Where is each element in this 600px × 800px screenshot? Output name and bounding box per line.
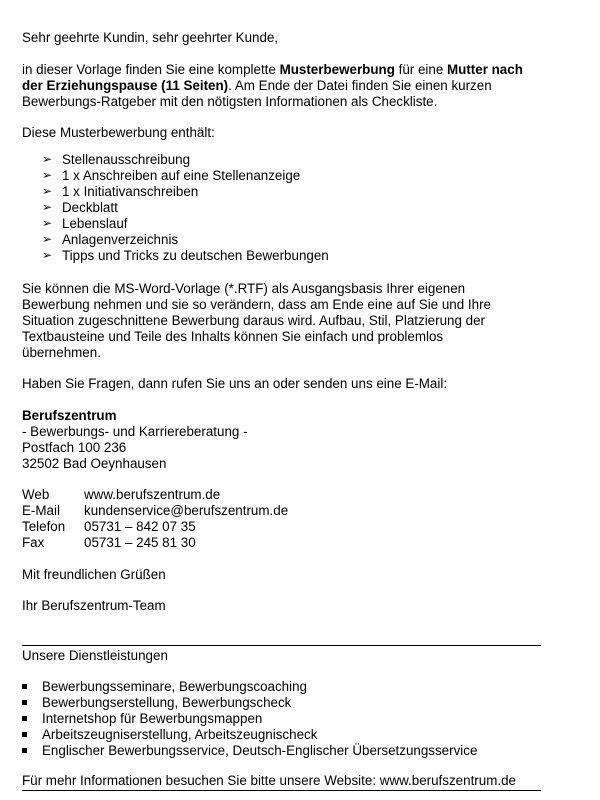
list-item [22,727,477,743]
arrowhead-bullet-icon: ➢ [42,152,53,166]
contact-web-link[interactable]: www.berufszentrum.de [84,487,221,502]
list-item [42,152,329,168]
divider [22,790,541,791]
postbox: Postfach 100 236 [22,440,127,455]
list-item-label: Bewerbungsseminare, Bewerbungscoaching [42,679,307,694]
arrowhead-bullet-icon: ➢ [42,248,53,262]
list-item-label: 1 x Anschreiben auf eine Stellenanzeige [62,168,301,183]
list-item [42,216,329,232]
usage-line: Bewerbung nehmen und sie so verändern, dass am Ende eine auf Sie und Ihre [22,297,491,312]
usage-line: Situation zugeschnittene Bewerbung daraus wird. Aufbau, Stil, Platzierung der [22,313,486,328]
arrowhead-bullet-icon: ➢ [42,232,53,246]
intro-bold-musterbewerbung: Musterbewerbung [279,62,395,77]
closing: Mit freundlichen Grüßen [22,567,166,582]
list-item-label: Bewerbungserstellung, Bewerbungscheck [42,695,292,710]
list-item [42,232,329,248]
city: 32502 Bad Oeynhausen [22,456,167,471]
intro-line-3: Bewerbungs-Ratgeber mit den nötigsten Informationen als Checkliste. [22,94,438,109]
square-bullet-icon [22,732,27,737]
questions-text: Haben Sie Fragen, dann rufen Sie uns an oder senden uns eine E-Mail: [22,376,448,391]
intro-text: in dieser Vorlage finden Sie eine komplette [22,62,280,77]
list-item [22,711,477,727]
contact-email-link[interactable]: kundenservice@berufszentrum.de [84,503,289,518]
list-item-label: 1 x Initiativanschreiben [62,184,199,199]
intro-text: . Am Ende der Datei finden Sie einen kurzen [228,78,492,93]
contact-label: E-Mail [22,503,60,518]
square-bullet-icon [22,700,27,705]
list-item-label: Anlagenverzeichnis [62,232,179,247]
divider [22,645,541,646]
intro-bold-erziehungspause: der Erziehungspause (11 Seiten) [22,78,229,93]
list-item-label: Deckblatt [62,200,118,215]
contents-heading: Diese Musterbewerbung enthält: [22,125,215,140]
services-list [22,679,477,759]
list-item-label: Tipps und Tricks zu deutschen Bewerbungen [62,248,329,263]
signature: Ihr Berufszentrum-Team [22,598,166,613]
list-item [42,200,329,216]
intro-line-1 [22,62,523,78]
list-item-label: Lebenslauf [62,216,128,231]
services-heading: Unsere Dienstleistungen [22,648,168,663]
usage-line: Textbausteine und Teile des Inhalts können Sie einfach und problemlos [22,329,444,344]
company-tagline: - Bewerbungs- und Karriereberatung - [22,424,248,439]
list-item [42,184,329,200]
contact-value: 05731 – 842 07 35 [84,519,196,534]
company-name-bold: Berufszentrum [22,408,117,423]
contents-list [42,152,329,264]
square-bullet-icon [22,748,27,753]
list-item-label: Stellenausschreibung [62,152,191,167]
contact-label: Telefon [22,519,66,534]
list-item-label: Englischer Bewerbungsservice, Deutsch-Englischer Übersetzungsservice [42,743,478,758]
usage-line: übernehmen. [22,345,101,360]
intro-text: für eine [394,62,447,77]
arrowhead-bullet-icon: ➢ [42,200,53,214]
company-name [22,408,117,424]
contact-label: Web [22,487,50,502]
contact-value: 05731 – 245 81 30 [84,535,196,550]
list-item [22,679,477,695]
list-item-label: Arbeitszeugniserstellung, Arbeitszeugnischeck [42,727,318,742]
square-bullet-icon [22,716,27,721]
list-item [22,743,477,759]
list-item [22,695,477,711]
arrowhead-bullet-icon: ➢ [42,168,53,182]
intro-bold-mutter: Mutter nach [447,62,523,77]
intro-line-2 [22,78,492,94]
salutation: Sehr geehrte Kundin, sehr geehrter Kunde, [22,30,279,45]
list-item-label: Internetshop für Bewerbungsmappen [42,711,263,726]
arrowhead-bullet-icon: ➢ [42,184,53,198]
arrowhead-bullet-icon: ➢ [42,216,53,230]
list-item [42,248,329,264]
usage-line: Sie können die MS-Word-Vorlage (*.RTF) als Ausgangsbasis Ihrer eigenen [22,281,466,296]
footer-text: Für mehr Informationen besuchen Sie bitte unsere Website: www.berufszentrum.de [22,773,516,788]
list-item [42,168,329,184]
square-bullet-icon [22,684,27,689]
contact-label: Fax [22,535,45,550]
